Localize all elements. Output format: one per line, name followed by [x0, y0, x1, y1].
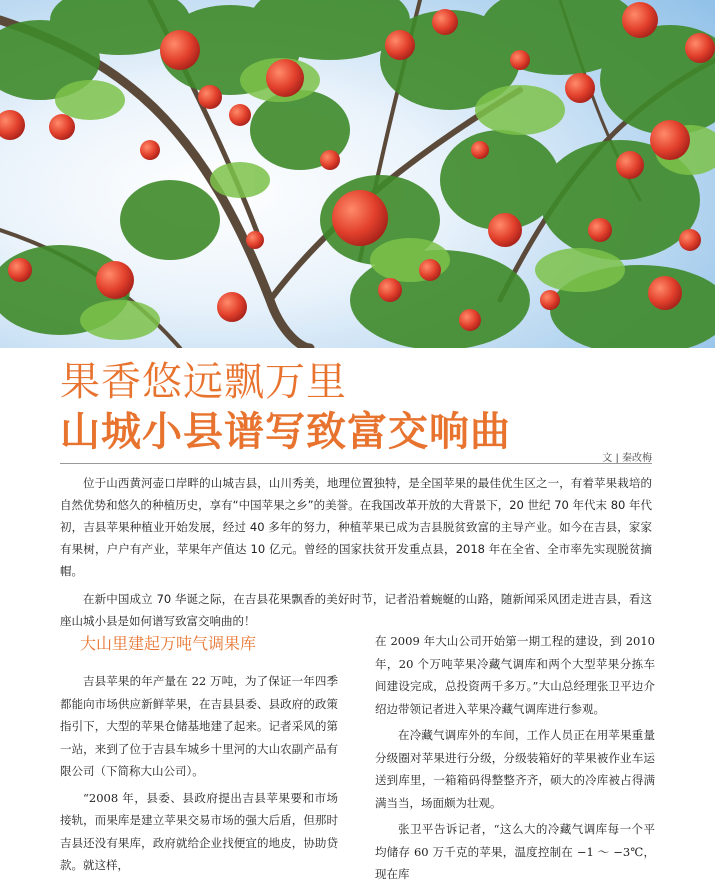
- article-byline: 文 | 秦改梅: [602, 453, 652, 464]
- hero-photo-apple-tree: [0, 0, 715, 348]
- intro-paragraph: 在新中国成立 70 华诞之际，在吉县花果飘香的美好时节，记者沿着蜿蜒的山路，随新闻采风团走进吉县，看这座山城小县是如何谱写致富交响曲的！: [60, 592, 652, 628]
- body-paragraph: 吉县苹果的年产量在 22 万吨，为了保证一年四季都能向市场供应新鲜苹果，在吉县县委、县政府的政策指引下，大型的苹果仓储基地建了起来。记者采风的第一站，来到了位于吉县车城乡十里河的大山农副产品有限公司（下简称大山公司）。: [60, 674, 338, 778]
- title-divider: [60, 463, 652, 464]
- body-paragraph: “2008 年，县委、县政府提出吉县苹果要和市场接轨，而果库是建立苹果交易市场的强大后盾，但那时吉县还没有果库，政府就给企业找便宜的地皮，协助贷款。就这样，: [60, 790, 338, 872]
- section-heading: 大山里建起万吨气调果库: [80, 634, 257, 653]
- intro-paragraph: 位于山西黄河壶口岸畔的山城吉县，山川秀美，地理位置独特，是全国苹果的最佳优生区之一，有着苹果栽培的自然优势和悠久的种植历史，享有“中国苹果之乡”的美誉。在我国改革开放的大背景下，20 世纪 70 年代末 80 年代初，吉县苹果种植业开始发展，经过 40 多年的努力，种植苹果已成为吉县脱贫致富的主导产业。如今在吉县，家家有果树，户户有产业，苹果年产值达 10 亿元。曾经的国家扶贫开发重点县，2018 年在全省、全市率先实现脱贫摘帽。: [60, 476, 652, 578]
- body-paragraph: 张卫平告诉记者，“这么大的冷藏气调库每一个平均储存 60 万千克的苹果，温度控制在 −1 ～ −3℃，现在库: [375, 822, 655, 881]
- apple-tree-illustration: [0, 0, 715, 348]
- article-title-line1: 果香悠远飘万里: [60, 359, 347, 405]
- body-paragraph: 在冷藏气调库外的车间，工作人员正在用苹果重量分级圈对苹果进行分级，分级装箱好的苹果被作业车运送到库里，一箱箱码得整整齐齐，硕大的冷库被占得满满当当，场面颇为壮观。: [375, 728, 655, 810]
- article-title-line2: 山城小县谱写致富交响曲: [60, 409, 511, 455]
- article-intro: [60, 472, 652, 638]
- article-column-right: [375, 630, 655, 890]
- article-column-left: [60, 628, 338, 881]
- body-paragraph-continued: 在 2009 年大山公司开始第一期工程的建设，到 2010 年，20 个万吨苹果冷藏气调库和两个大型苹果分拣车间建设完成，总投资两千多万。”大山总经理张卫平边介绍边带领记者进入苹果冷藏气调库进行参观。: [375, 634, 655, 716]
